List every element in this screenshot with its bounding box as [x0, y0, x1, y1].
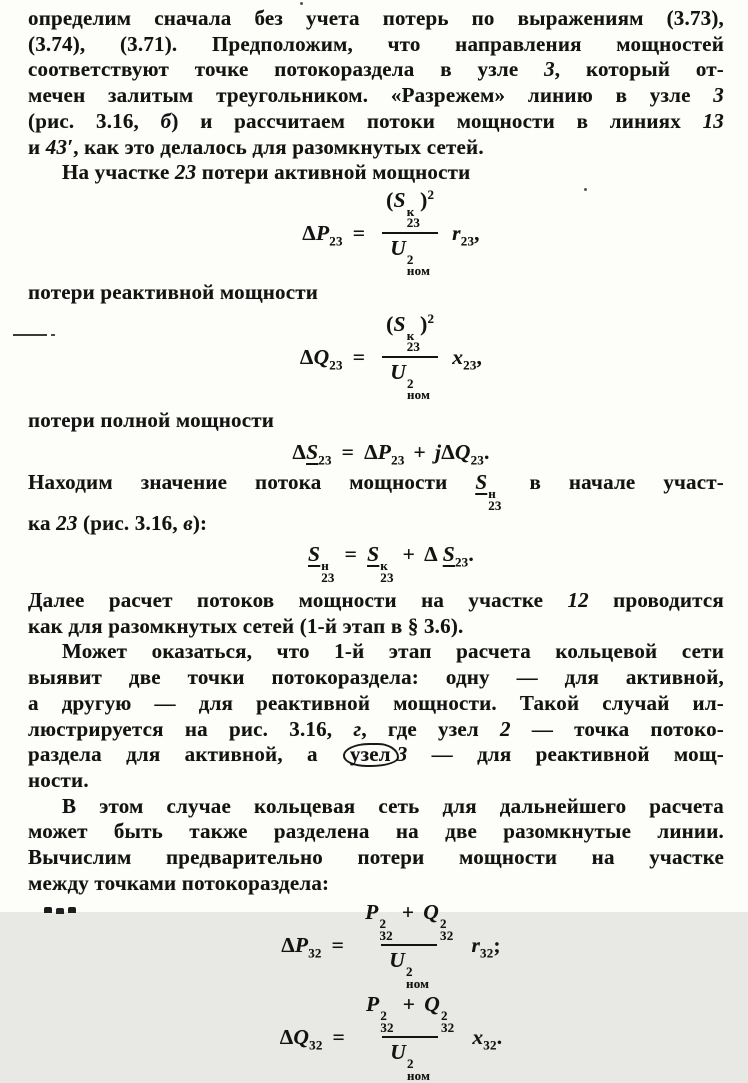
italic-run: 13 — [702, 108, 724, 133]
formula-power-flow-start-23: S н 23 = S к 23 + Δ $S_{23}$. — [308, 542, 474, 585]
text-run: ности. — [28, 767, 89, 792]
text-run: Находим значение потока мощности — [28, 470, 476, 495]
text-run: На участке — [62, 160, 175, 185]
italic-run: б — [160, 108, 172, 133]
text-run: раздела для активной, а — [28, 742, 342, 767]
fraction: P 2 32 + Q 2 32 U 2 ном — [365, 900, 454, 991]
paragraph-ring-split — [28, 794, 724, 897]
paragraph-reactive-loss-lead — [28, 280, 724, 306]
paragraph-total-loss-lead — [28, 408, 724, 434]
text-run: (рис. 3.16, — [77, 511, 184, 536]
text-line — [28, 470, 724, 511]
text-line — [28, 871, 724, 897]
scan-speck — [584, 188, 587, 191]
text-run: , где узел — [361, 716, 501, 741]
text-run: между точками потокораздела: — [28, 870, 330, 895]
formula-lhs: $\Delta Q_{32}$ = — [279, 1025, 345, 1053]
text-line — [28, 819, 724, 845]
paragraph-find-flow — [28, 470, 724, 537]
text-run: Может оказаться, что 1-й этап расчета кольцевой сети — [62, 639, 724, 664]
text-line — [28, 408, 724, 434]
text-line — [28, 794, 724, 820]
text-run: проводится — [588, 588, 724, 613]
text-run: в начале участ- — [501, 470, 724, 495]
text-line — [28, 691, 724, 717]
formula-lhs: $\Delta Q_{23}$ = — [299, 344, 366, 372]
paragraph-further-calc — [28, 588, 724, 639]
text-line — [28, 665, 724, 691]
text-run: потери активной мощности — [196, 160, 471, 185]
text-run: (3.74), (3.71). Предположим, что направления мощностей — [28, 31, 724, 56]
scan-artifact-page-number-stub — [44, 907, 52, 913]
text-run: ка — [28, 511, 57, 536]
text-line — [28, 588, 724, 614]
text-line — [28, 845, 724, 871]
text-line — [28, 32, 724, 58]
text-run: и — [28, 134, 46, 159]
formula-total-power-loss-23: $\Delta S_{23} = \Delta P_{23} + j\Delta Q_{23}$. — [292, 440, 490, 468]
text-run: потери полной мощности — [28, 407, 275, 432]
text-run: ) и рассчитаем потоки мощности в линиях — [171, 108, 703, 133]
text-line — [28, 83, 724, 109]
inline-math-power-flow-symbol: S н 23 — [475, 470, 502, 513]
text-run: как для разомкнутых сетей (1-й этап в § 3.6). — [28, 613, 464, 638]
text-run: — точка потоко- — [510, 716, 724, 741]
text-line — [28, 614, 724, 640]
italic-run: 23 — [56, 511, 78, 536]
italic-run: 2 — [500, 716, 511, 741]
italic-run: в — [183, 511, 193, 536]
italic-run: 43′ — [45, 134, 74, 159]
text-run: мечен залитым треугольником. «Разрежем» линию в узле — [28, 83, 714, 108]
formula-reactive-power-loss-32 — [28, 993, 724, 1082]
text-line — [28, 768, 724, 794]
text-run: люстрируется на рис. 3.16, — [28, 716, 354, 741]
formula-active-power-loss-32 — [28, 901, 724, 990]
text-run: потери реактивной мощности — [28, 279, 319, 304]
text-run: может быть также разделена на две разомкнутые линии. — [28, 819, 724, 844]
text-line — [28, 742, 724, 768]
italic-run: 3 — [713, 83, 724, 108]
italic-run: 12 — [567, 588, 589, 613]
italic-run: 3 — [544, 57, 555, 82]
paragraph-active-loss-lead — [28, 160, 724, 186]
text-line — [28, 717, 724, 743]
text-line — [28, 6, 724, 32]
text-line — [28, 160, 724, 186]
text-run: а другую — для реактивной мощности. Такой случай ил- — [28, 690, 724, 715]
formula-lhs: $\Delta P_{32}$ = — [281, 933, 345, 961]
formula-reactive-power-loss-23 — [28, 310, 724, 403]
text-run: ): — [192, 511, 208, 536]
hand-circle-annotation: узел — [343, 743, 399, 767]
text-run: соответствуют точке потокораздела в узле — [28, 57, 545, 82]
fraction: (S к 23 )$^2$ U 2 ном — [382, 313, 438, 402]
text-run: Далее расчет потоков мощности на участке — [28, 588, 568, 613]
formula-tail: $r_{23}$, — [452, 220, 480, 249]
formula-tail: $x_{23}$, — [452, 344, 483, 372]
text-run: , который от- — [554, 57, 724, 82]
fraction: (S к 23 )$^2$ U 2 ном — [382, 189, 438, 278]
italic-run: г — [353, 716, 362, 741]
formula-lhs: $\Delta P_{23}$ = — [302, 220, 366, 249]
fraction: P 2 32 + Q 2 32 U 2 ном — [366, 992, 455, 1083]
text-line — [28, 135, 724, 161]
text-run: Вычислим предварительно потери мощности на участке — [28, 845, 724, 870]
formula-active-power-loss-23 — [28, 186, 724, 279]
text-run: , как это делалось для разомкнутых сетей. — [73, 134, 484, 159]
text-line — [28, 511, 724, 537]
formula-tail: $x_{32}$. — [472, 1025, 503, 1053]
scan-speck — [300, 2, 303, 5]
text-line — [28, 57, 724, 83]
text-run: определим сначала без учета потерь по выражениям (3.73), — [28, 6, 724, 30]
italic-run: 3 — [396, 742, 408, 767]
text-run: (рис. 3.16, — [28, 108, 161, 133]
text-run: выявит две точки потокораздела: одну — для активной, — [28, 665, 724, 690]
scan-artifact-margin-dash — [13, 334, 47, 336]
text-line — [28, 280, 724, 306]
text-run: В этом случае кольцевая сеть для дальнейшего расчета — [62, 793, 724, 818]
formula-tail: $r_{32}$; — [471, 933, 501, 961]
text-line — [28, 639, 724, 665]
text-line — [28, 109, 724, 135]
italic-run: 23 — [174, 160, 197, 185]
text-run: — для реактивной мощ- — [407, 742, 724, 767]
paragraph-two-split-points — [28, 639, 724, 793]
paragraph-intro — [28, 6, 724, 160]
